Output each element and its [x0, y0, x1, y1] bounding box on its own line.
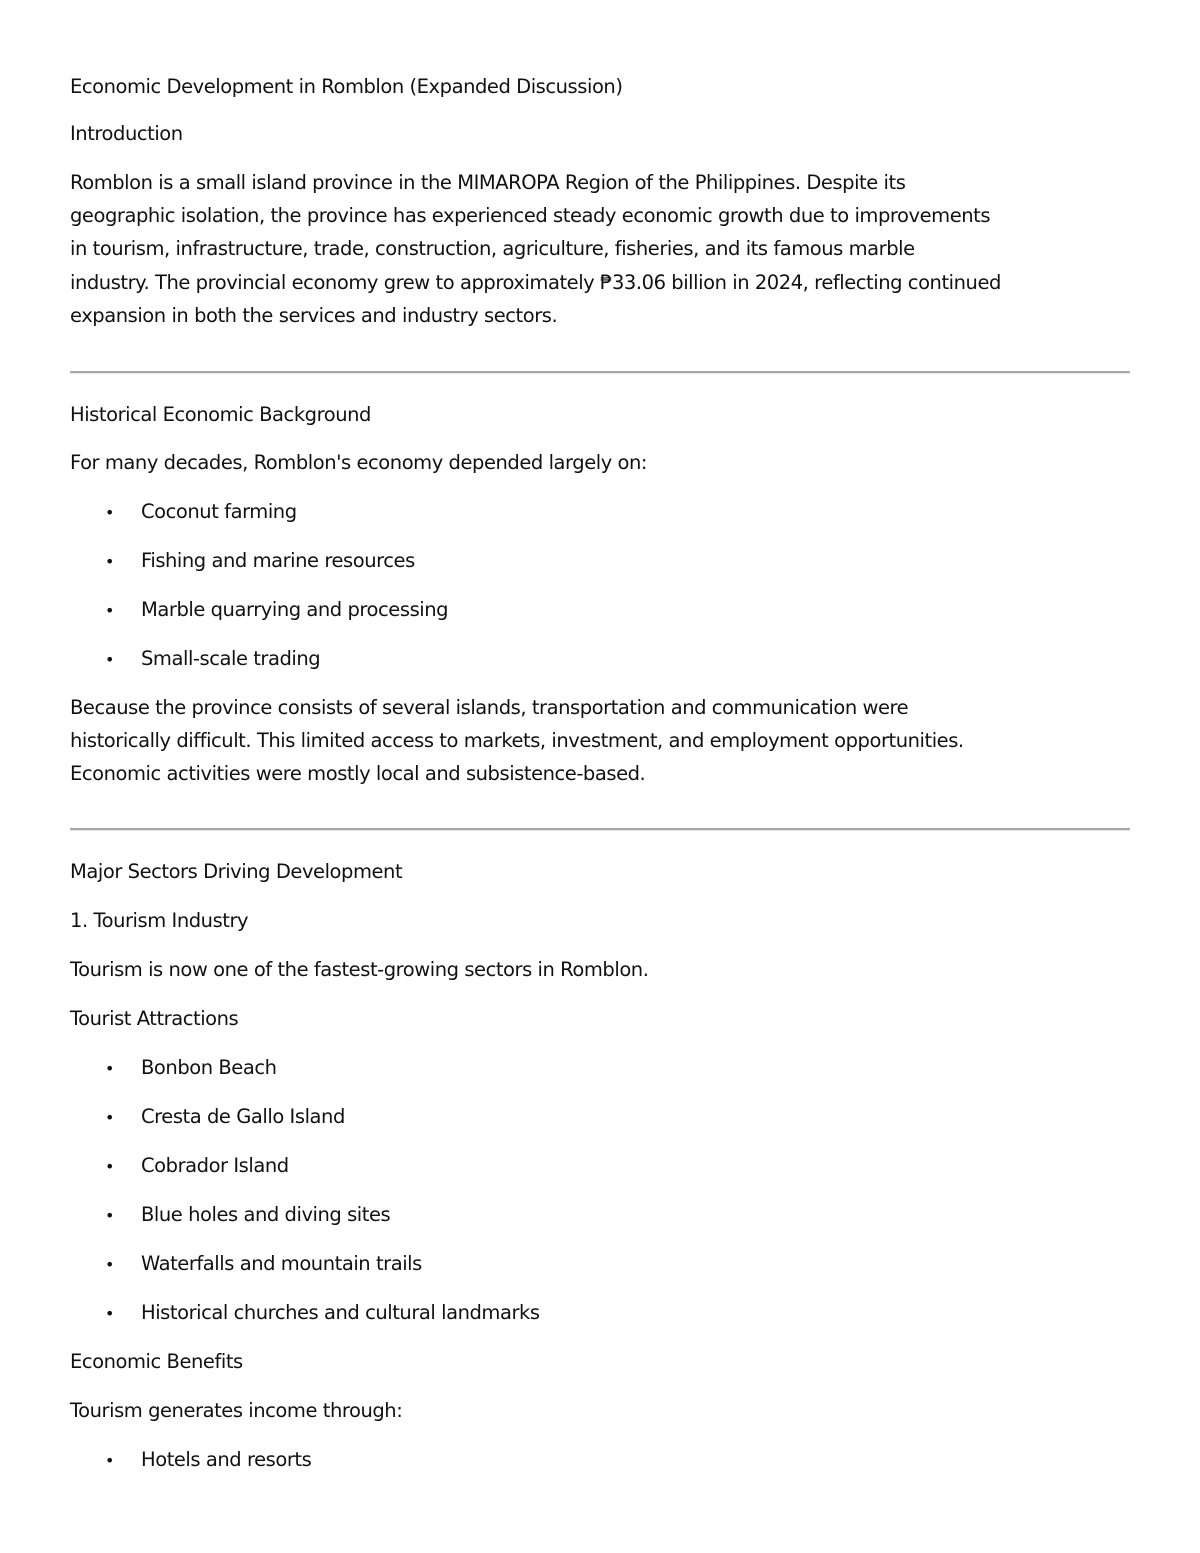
bullet-icon: •	[105, 503, 115, 522]
list-item: Fishing and marine resources	[141, 549, 415, 572]
bullet-icon: •	[105, 552, 115, 571]
bullet-icon: •	[105, 1157, 115, 1176]
bullet-icon: •	[105, 1108, 115, 1127]
list-item: Blue holes and diving sites	[141, 1203, 391, 1226]
list-item: Marble quarrying and processing	[141, 598, 449, 621]
list-item: Small-scale trading	[141, 647, 321, 670]
paragraph-line: Because the province consists of several islands, transportation and communication were	[70, 696, 909, 719]
paragraph-line: Romblon is a small island province in the MIMAROPA Region of the Philippines. Despite its	[70, 171, 906, 194]
paragraph-line: Economic activities were mostly local and subsistence-based.	[70, 762, 646, 786]
benefits-lead: Tourism generates income through:	[70, 1399, 403, 1422]
list-item: Coconut farming	[141, 500, 297, 523]
introduction-paragraph	[70, 166, 1130, 332]
bullet-icon: •	[105, 601, 115, 620]
bullet-icon: •	[105, 1255, 115, 1274]
bullet-icon: •	[105, 1059, 115, 1078]
benefits-heading: Economic Benefits	[70, 1350, 243, 1373]
paragraph-line: industry. The provincial economy grew to approximately ₱33.06 billion in 2024, reflecting continued	[70, 270, 1001, 294]
paragraph-line: expansion in both the services and industry sectors.	[70, 303, 558, 327]
list-item: Cobrador Island	[141, 1154, 289, 1177]
history-closing-paragraph	[70, 691, 1130, 791]
list-item: Hotels and resorts	[141, 1448, 312, 1471]
list-item: Bonbon Beach	[141, 1056, 277, 1079]
list-item: Waterfalls and mountain trails	[141, 1252, 422, 1275]
history-heading: Historical Economic Background	[70, 403, 371, 426]
tourism-lead: Tourism is now one of the fastest-growing sectors in Romblon.	[70, 958, 649, 981]
bullet-icon: •	[105, 650, 115, 669]
tourism-heading: 1. Tourism Industry	[70, 909, 249, 932]
introduction-heading: Introduction	[70, 122, 183, 145]
paragraph-line: geographic isolation, the province has experienced steady economic growth due to improvements	[70, 204, 991, 228]
bullet-icon: •	[105, 1304, 115, 1323]
sectors-heading: Major Sectors Driving Development	[70, 860, 403, 883]
document-page	[70, 0, 1130, 1553]
history-lead: For many decades, Romblon's economy depended largely on:	[70, 451, 648, 474]
bullet-icon: •	[105, 1206, 115, 1225]
bullet-icon: •	[105, 1451, 115, 1470]
list-item: Cresta de Gallo Island	[141, 1105, 345, 1128]
attractions-heading: Tourist Attractions	[70, 1007, 239, 1030]
paragraph-line: in tourism, infrastructure, trade, construction, agriculture, fisheries, and its famous marble	[70, 237, 915, 261]
list-item: Historical churches and cultural landmarks	[141, 1301, 540, 1324]
document-title: Economic Development in Romblon (Expanded Discussion)	[70, 75, 623, 98]
paragraph-line: historically difficult. This limited access to markets, investment, and employment opportunities.	[70, 729, 964, 753]
section-divider	[70, 828, 1130, 831]
section-divider	[70, 371, 1130, 374]
